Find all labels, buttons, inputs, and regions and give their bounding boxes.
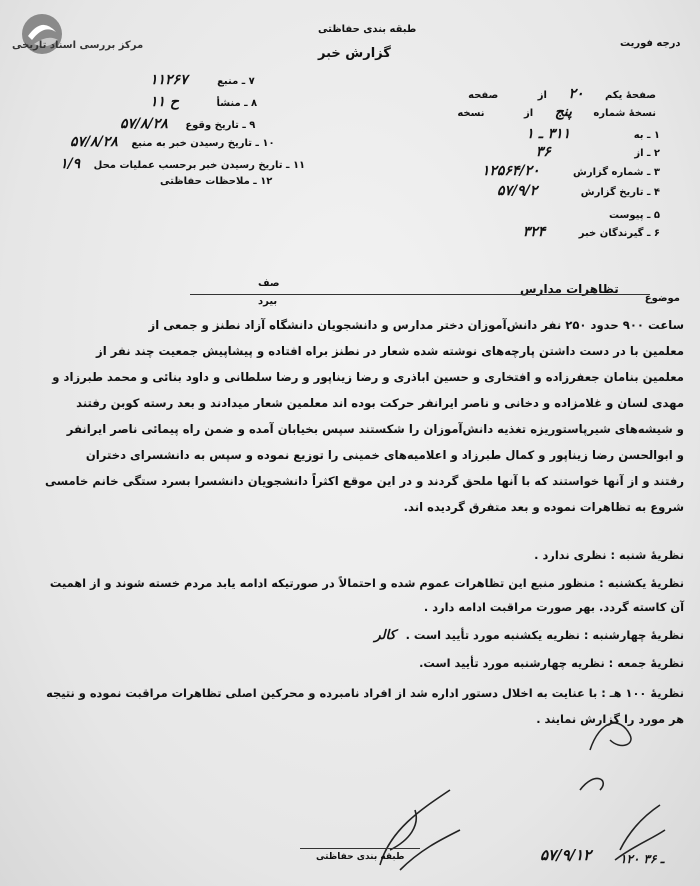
- origin-field: ۸ ـ منشأ ح ۱۱: [150, 94, 258, 110]
- classification-bottom: طبقه بندی حفاظتی: [316, 852, 405, 862]
- handwritten-initials-icon: [580, 710, 650, 760]
- priority-label: درجه فوریت: [620, 38, 681, 49]
- wednesday-handwritten-mark: کالر: [374, 628, 396, 643]
- body-line: رفتند و از آنها خواستند که با آنها ملحق گردند و در این موقع اکثراً دانشجویان دانشسرا بسرد ستگی خانم خامسی: [44, 474, 684, 488]
- report-body: [24, 320, 684, 528]
- comment-sunday-cont: آن کاسته گردد. بهر صورت مراقبت ادامه دارد .: [423, 600, 684, 614]
- subject-mark: صف: [258, 278, 280, 289]
- received-by-source-date-field: ۱۰ ـ تاریخ رسیدن خبر به منبع ۵۷/۸/۲۸: [70, 134, 275, 150]
- comment-sunday: نظریهٔ یکشنبه : منظور منبع این تظاهرات عموم شده و احتمالاً در صورتیکه ادامه یابد مردم خسته شوند و از اهمیت: [49, 576, 684, 590]
- recipients-field: ۶ ـ گیرندگان خبر ۳۲۴: [522, 224, 660, 240]
- body-line: معلمین با در دست داشتن پارچه‌های نوشته شده شعار در نطنز براه افتاده و پیشاپیش جمعیت چند نفر از: [96, 344, 684, 358]
- body-line: و ابوالحسن رضا زیناپور و کمال طبرزاد و اعلامیه‌های خمینی را توزیع نموده و سپس به دانشسرای دختران: [85, 448, 684, 462]
- page-count-row: صفحهٔ یکم ۲۰ از صفحه: [468, 86, 656, 102]
- footer-date: ۵۷/۹/۱۲: [540, 846, 592, 864]
- comment-wednesday: نظریهٔ چهارشنبه : نظریه یکشنبه مورد تأیید است . کالر: [374, 628, 684, 643]
- copy-number-row: نسخهٔ شماره پنج از نسخه: [457, 104, 656, 120]
- received-by-ops-date-field: ۱۱ ـ تاریخ رسیدن خبر برحسب عملیات محل ۱/۹: [60, 156, 306, 172]
- body-line: و شیشه‌های شیرپاستوریزه تغذیه دانش‌آموزان را شکستند سپس بخیابان آمده و ضمن راه پیمائی ناصر ایرانفر: [66, 422, 684, 436]
- signature-scribble-icon: [360, 770, 470, 880]
- body-line: مهدی لسان و غلامزاده و دخانی و ناصر ایرانفر حرکت بوده اند معلمین شعار میدادند و بعد رسته کوبن رفتند: [76, 396, 684, 410]
- comment-saturday: نظریهٔ شنبه : نظری ندارد .: [534, 548, 684, 562]
- source-field: ۷ ـ منبع ۱۱۲۶۷: [150, 72, 255, 88]
- form-title: گزارش خبر: [318, 46, 391, 61]
- event-date-field: ۹ ـ تاریخ وقوع ۵۷/۸/۲۸: [120, 116, 256, 132]
- body-line: معلمین بنامان جعفرزاده و افتخاری و حسین اباذری و رضا زیناپور و رضا سلطانی و داود بنائی و محمد طبرزاد و: [52, 370, 684, 384]
- security-notes-field: ۱۲ ـ ملاحظات حفاظتی: [160, 176, 273, 187]
- classification-top: طبقه بندی حفاظتی: [318, 24, 417, 35]
- subject-value: تظاهرات مدارس: [520, 282, 619, 296]
- body-line: شروع به تظاهرات نموده و بعد متفرق گردیده اند.: [403, 500, 684, 514]
- comment-hq-cont: هر مورد را گزارش نمایند .: [536, 712, 684, 726]
- attachment-field: ۵ ـ پیوست: [608, 210, 660, 221]
- report-date-field: ۴ ـ تاریخ گزارش ۵۷/۹/۲: [496, 183, 660, 199]
- body-line: ساعت ۹۰۰ حدود ۲۵۰ نفر دانش‌آموزان دختر مدارس و دانشجویان دانشگاه آزاد نطنز و جمعی از: [148, 318, 684, 332]
- from-field: ۲ ـ از ۳۶: [535, 144, 660, 160]
- subject-divider: [190, 294, 650, 295]
- footer-line: [300, 848, 420, 849]
- subject-mark-sub: بیرد: [258, 296, 278, 307]
- comment-friday: نظریهٔ جمعه : نظریه چهارشنبه مورد تأیید است.: [419, 656, 684, 670]
- to-field: ۱ ـ به ۳۱۱ ـ ۱: [526, 126, 660, 142]
- report-number-field: ۳ ـ شماره گزارش ۱۲۵۶۴/۲۰: [481, 163, 660, 179]
- comment-hq: نظریهٔ ۱۰۰ هـ : با عنایت به اخلال دستور اداره شد از افراد نامبرده و محرکین اصلی تظاهرات مراقبت نموده و نتیجه: [46, 686, 684, 700]
- footer-ref: ۱۲۰ ـ ۳۶: [620, 852, 665, 866]
- archive-name: مرکز بررسی اسناد تاریخی: [12, 40, 144, 51]
- subject-label: موضوع: [644, 293, 680, 304]
